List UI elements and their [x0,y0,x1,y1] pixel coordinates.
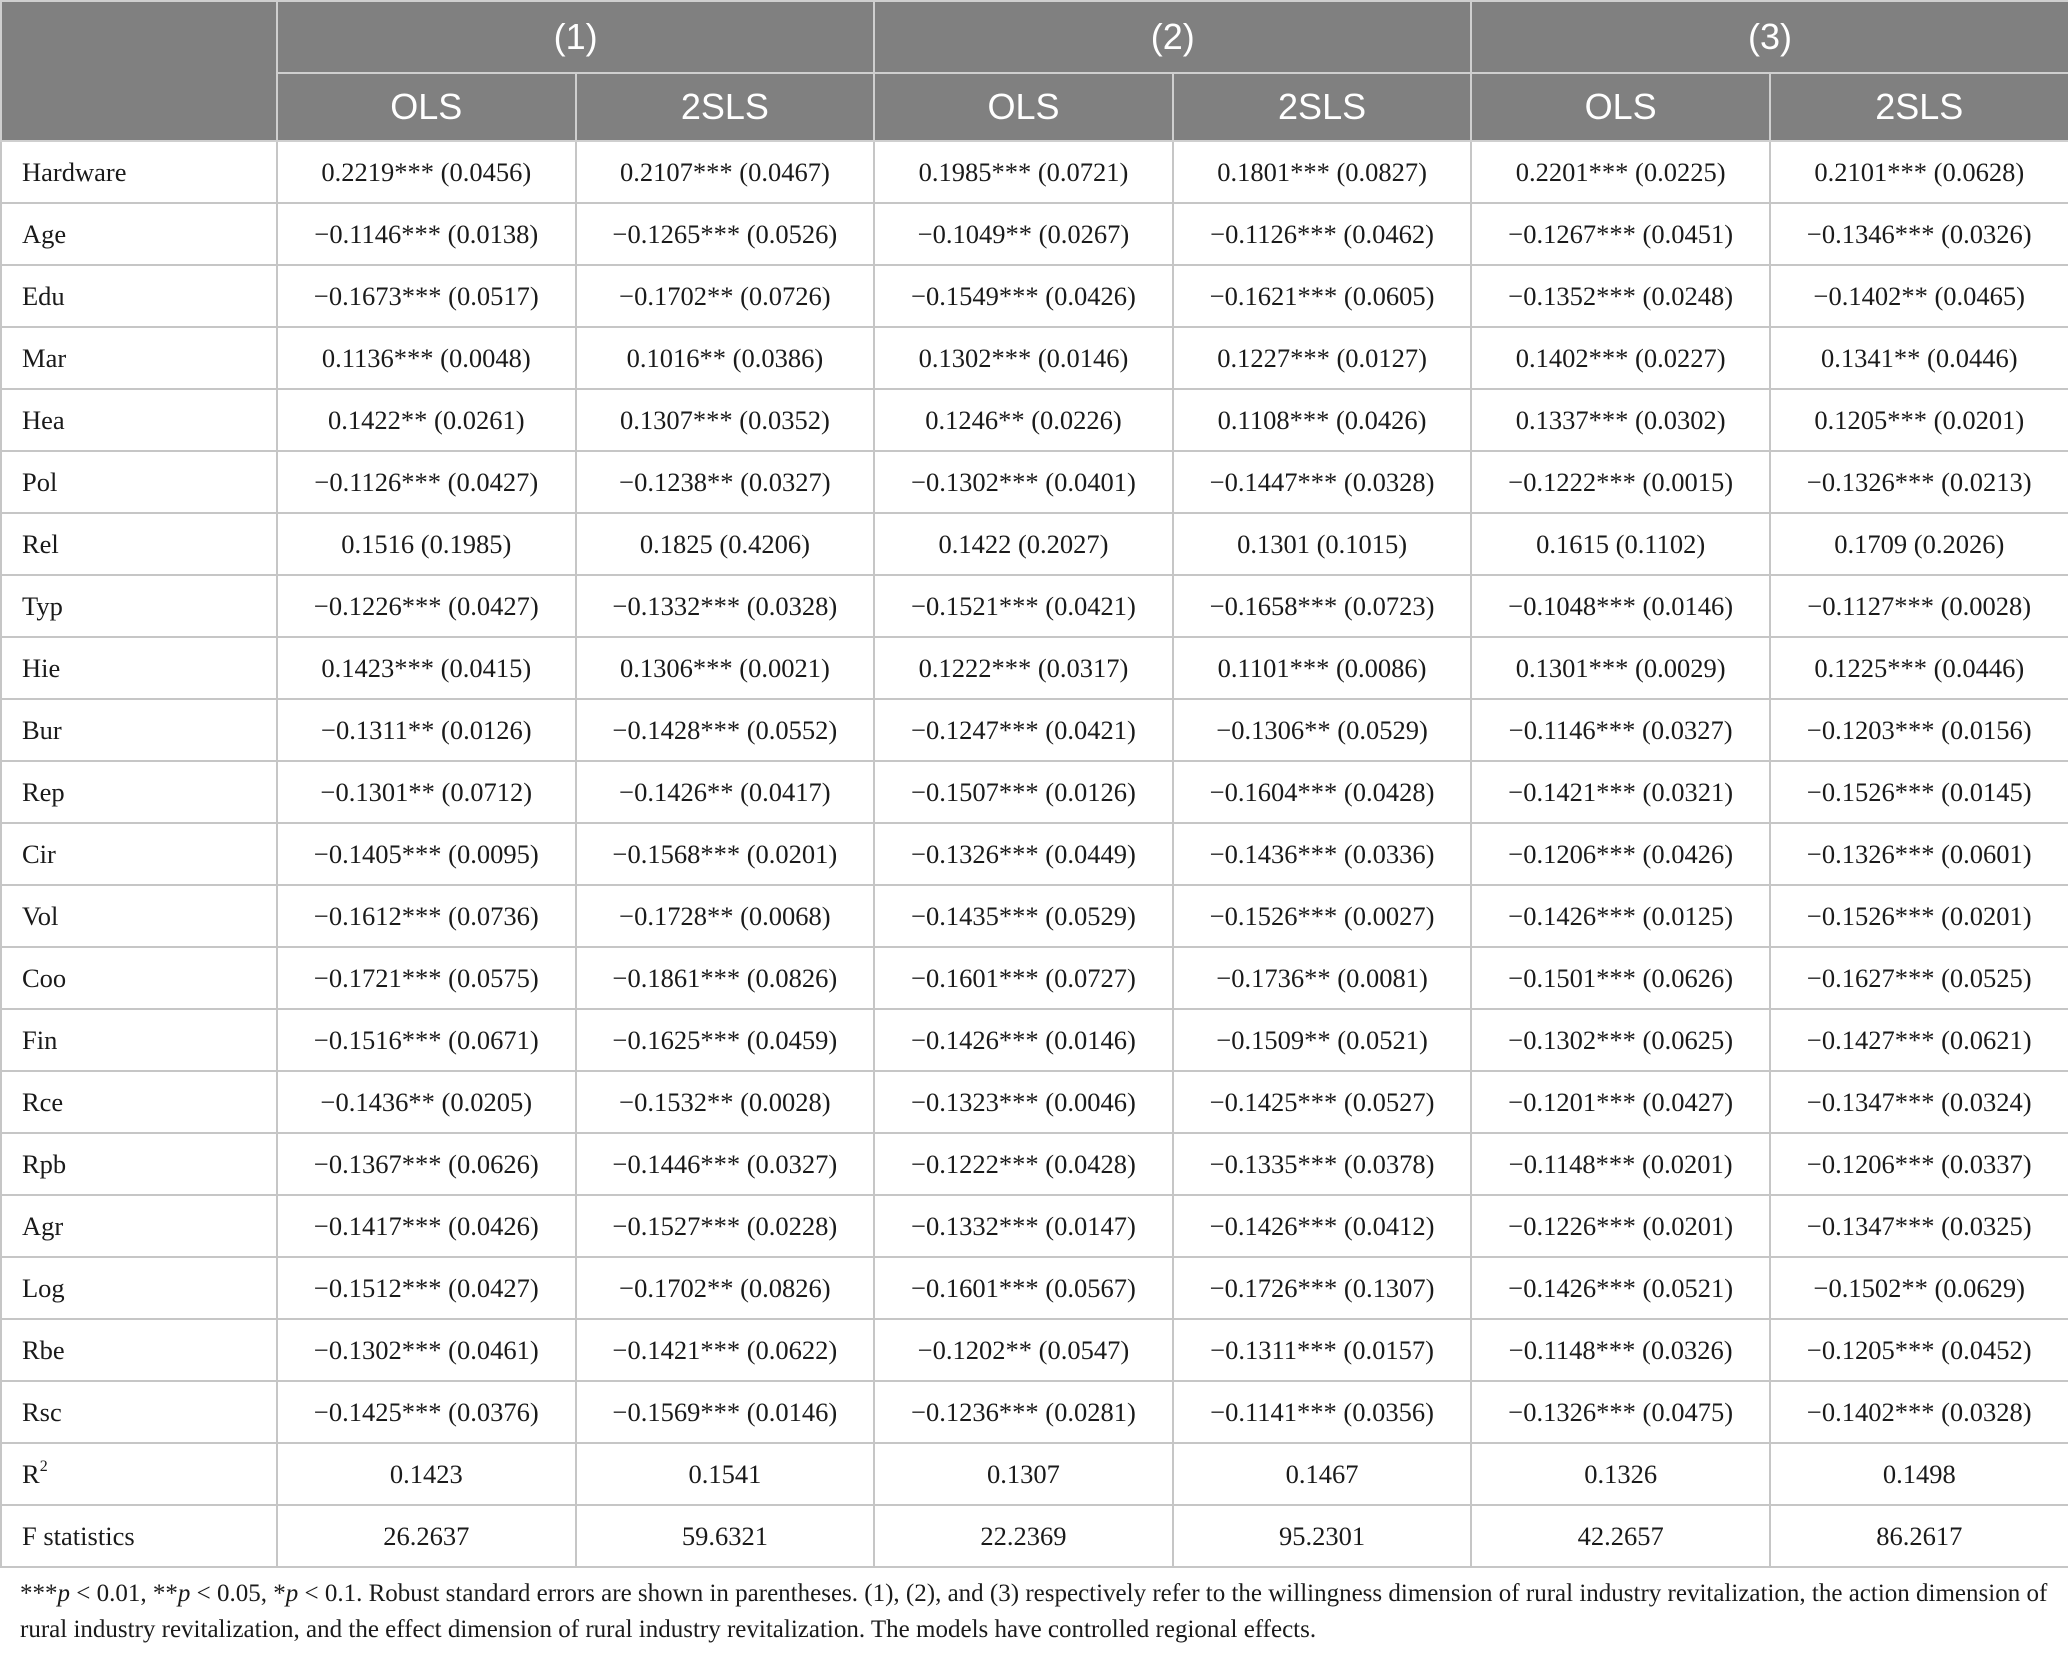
table-cell: 0.1422** (0.0261) [277,389,576,451]
row-label: Fin [1,1009,277,1071]
table-cell: −0.1601*** (0.0727) [874,947,1173,1009]
table-cell: 0.1615 (0.1102) [1471,513,1770,575]
table-row [1,1133,2068,1195]
table-row [1,1195,2068,1257]
table-cell: 0.1101*** (0.0086) [1173,637,1472,699]
table-row [1,575,2068,637]
table-cell: 0.1016** (0.0386) [576,327,875,389]
header-sub-cell: 2SLS [1173,73,1472,141]
table-cell: −0.1301** (0.0712) [277,761,576,823]
table-cell: −0.1352*** (0.0248) [1471,265,1770,327]
table-cell: −0.1526*** (0.0145) [1770,761,2068,823]
table-cell: −0.1202** (0.0547) [874,1319,1173,1381]
table-row [1,327,2068,389]
table-cell: 0.1301 (0.1015) [1173,513,1472,575]
table-cell: 59.6321 [576,1505,875,1567]
table-cell: 95.2301 [1173,1505,1472,1567]
table-cell: −0.1236*** (0.0281) [874,1381,1173,1443]
row-label: Agr [1,1195,277,1257]
table-row [1,513,2068,575]
table-row [1,389,2068,451]
table-cell: −0.1446*** (0.0327) [576,1133,875,1195]
table-cell: −0.1521*** (0.0421) [874,575,1173,637]
row-label [1,1443,277,1505]
row-label: Vol [1,885,277,947]
table-cell: 0.1307 [874,1443,1173,1505]
table-cell: −0.1507*** (0.0126) [874,761,1173,823]
table-row [1,1381,2068,1443]
table-cell: 0.1326 [1471,1443,1770,1505]
table-row [1,637,2068,699]
table-cell: −0.1265*** (0.0526) [576,203,875,265]
table-cell: 0.1423 [277,1443,576,1505]
table-cell: 0.1402*** (0.0227) [1471,327,1770,389]
table-cell: −0.1048*** (0.0146) [1471,575,1770,637]
table-cell: −0.1612*** (0.0736) [277,885,576,947]
table-cell: −0.1402** (0.0465) [1770,265,2068,327]
table-cell: −0.1306** (0.0529) [1173,699,1472,761]
table-cell: −0.1126*** (0.0462) [1173,203,1472,265]
table-cell: −0.1049** (0.0267) [874,203,1173,265]
table-cell: 0.2107*** (0.0467) [576,141,875,203]
table-cell: −0.1332*** (0.0147) [874,1195,1173,1257]
table-cell: −0.1658*** (0.0723) [1173,575,1472,637]
row-label: Pol [1,451,277,513]
table-cell: −0.1146*** (0.0138) [277,203,576,265]
table-cell: 0.1246** (0.0226) [874,389,1173,451]
table-cell: −0.1604*** (0.0428) [1173,761,1472,823]
table-cell: −0.1206*** (0.0426) [1471,823,1770,885]
header-sub-cell: 2SLS [1770,73,2068,141]
table-cell: −0.1426*** (0.0412) [1173,1195,1472,1257]
table-cell: 0.1307*** (0.0352) [576,389,875,451]
table-cell: −0.1435*** (0.0529) [874,885,1173,947]
table-cell: 0.1341** (0.0446) [1770,327,2068,389]
table-cell: −0.1532** (0.0028) [576,1071,875,1133]
table-cell: 0.1541 [576,1443,875,1505]
row-label: Age [1,203,277,265]
footnote-part: *** [20,1580,58,1607]
table-row [1,1257,2068,1319]
table-row [1,1071,2068,1133]
table-cell: 0.1498 [1770,1443,2068,1505]
table-cell: 0.1422 (0.2027) [874,513,1173,575]
table-cell: −0.1226*** (0.0427) [277,575,576,637]
table-cell: 0.1205*** (0.0201) [1770,389,2068,451]
table-cell: −0.1625*** (0.0459) [576,1009,875,1071]
table-row [1,823,2068,885]
table-cell: −0.1702** (0.0726) [576,265,875,327]
table-cell: −0.1447*** (0.0328) [1173,451,1472,513]
table-cell: −0.1568*** (0.0201) [576,823,875,885]
header-sub-row [1,73,2068,141]
table-cell: −0.1346*** (0.0326) [1770,203,2068,265]
table-cell: −0.1673*** (0.0517) [277,265,576,327]
table-cell: −0.1721*** (0.0575) [277,947,576,1009]
table-cell: −0.1332*** (0.0328) [576,575,875,637]
f-statistics-row [1,1505,2068,1567]
table-cell: 0.1108*** (0.0426) [1173,389,1472,451]
table-cell: −0.1569*** (0.0146) [576,1381,875,1443]
table-row [1,761,2068,823]
header-group-3: (3) [1471,1,2068,73]
r2-superscript: 2 [39,1457,48,1475]
table-cell: 0.1301*** (0.0029) [1471,637,1770,699]
table-cell: −0.1426*** (0.0521) [1471,1257,1770,1319]
table-cell: −0.1501*** (0.0626) [1471,947,1770,1009]
header-group-row [1,1,2068,73]
table-cell: 22.2369 [874,1505,1173,1567]
table-cell: 0.1136*** (0.0048) [277,327,576,389]
table-cell: −0.1512*** (0.0427) [277,1257,576,1319]
table-cell: −0.1436*** (0.0336) [1173,823,1472,885]
row-label: Rel [1,513,277,575]
header-corner-cell [1,1,277,141]
table-row [1,947,2068,1009]
table-cell: −0.1347*** (0.0325) [1770,1195,2068,1257]
table-cell: −0.1126*** (0.0427) [277,451,576,513]
footnote-italic-p: p [285,1580,299,1607]
table-cell: 0.2101*** (0.0628) [1770,141,2068,203]
table-cell: 0.1985*** (0.0721) [874,141,1173,203]
table-row [1,265,2068,327]
table-body [1,141,2068,1567]
table-cell: −0.1426*** (0.0125) [1471,885,1770,947]
table-cell: −0.1326*** (0.0449) [874,823,1173,885]
table-cell: −0.1127*** (0.0028) [1770,575,2068,637]
table-cell: −0.1222*** (0.0015) [1471,451,1770,513]
table-cell: −0.1516*** (0.0671) [277,1009,576,1071]
table-cell: 0.1467 [1173,1443,1472,1505]
table-cell: 0.1825 (0.4206) [576,513,875,575]
table-cell: −0.1509** (0.0521) [1173,1009,1472,1071]
table-cell: −0.1148*** (0.0326) [1471,1319,1770,1381]
table-cell: −0.1421*** (0.0321) [1471,761,1770,823]
table-cell: 0.1302*** (0.0146) [874,327,1173,389]
table-cell: −0.1426** (0.0417) [576,761,875,823]
table-header [1,1,2068,141]
table-row [1,451,2068,513]
footnote-part: < 0.1. Robust standard errors are shown in parentheses. (1), (2), and (3) respectively refer to the willingness dimension of rural industry revitalization, the action dimension of rural industry revitalization, and the effect dimension of rural industry revitalization. The models have controlled regional effects. [20,1580,2048,1643]
table-cell: −0.1728** (0.0068) [576,885,875,947]
row-label: Hardware [1,141,277,203]
header-sub-cell: OLS [874,73,1173,141]
table-row [1,1319,2068,1381]
table-cell: −0.1861*** (0.0826) [576,947,875,1009]
row-label: Cir [1,823,277,885]
table-cell: −0.1502** (0.0629) [1770,1257,2068,1319]
table-cell: −0.1226*** (0.0201) [1471,1195,1770,1257]
table-cell: 0.1227*** (0.0127) [1173,327,1472,389]
footnote-part: < 0.01, ** [70,1580,178,1607]
table-row [1,141,2068,203]
table-cell: 42.2657 [1471,1505,1770,1567]
table-cell: −0.1148*** (0.0201) [1471,1133,1770,1195]
table-cell: −0.1201*** (0.0427) [1471,1071,1770,1133]
table-cell: −0.1405*** (0.0095) [277,823,576,885]
row-label: Rbe [1,1319,277,1381]
table-cell: −0.1146*** (0.0327) [1471,699,1770,761]
table-cell: −0.1726*** (0.1307) [1173,1257,1472,1319]
table-cell: −0.1222*** (0.0428) [874,1133,1173,1195]
row-label: Edu [1,265,277,327]
table-cell: −0.1326*** (0.0601) [1770,823,2068,885]
table-cell: 0.1423*** (0.0415) [277,637,576,699]
table-cell: −0.1425*** (0.0527) [1173,1071,1472,1133]
table-row [1,885,2068,947]
table-cell: 0.1516 (0.1985) [277,513,576,575]
table-cell: −0.1402*** (0.0328) [1770,1381,2068,1443]
footnote-italic-p: p [177,1580,191,1607]
footnote-italic-p: p [57,1580,70,1607]
table-cell: −0.1702** (0.0826) [576,1257,875,1319]
table-cell: −0.1141*** (0.0356) [1173,1381,1472,1443]
table-cell: −0.1417*** (0.0426) [277,1195,576,1257]
table-cell: 0.2219*** (0.0456) [277,141,576,203]
header-sub-cell: 2SLS [576,73,875,141]
table-cell: −0.1367*** (0.0626) [277,1133,576,1195]
table-cell: −0.1421*** (0.0622) [576,1319,875,1381]
table-row [1,203,2068,265]
row-label: Rsc [1,1381,277,1443]
table-cell: 0.1306*** (0.0021) [576,637,875,699]
row-label: Coo [1,947,277,1009]
table-cell: −0.1426*** (0.0146) [874,1009,1173,1071]
header-sub-cell: OLS [277,73,576,141]
table-cell: −0.1627*** (0.0525) [1770,947,2068,1009]
table-row [1,1009,2068,1071]
table-cell: 0.1709 (0.2026) [1770,513,2068,575]
table-cell: −0.1335*** (0.0378) [1173,1133,1472,1195]
table-cell: −0.1302*** (0.0461) [277,1319,576,1381]
row-label: Rce [1,1071,277,1133]
table-cell: −0.1526*** (0.0201) [1770,885,2068,947]
row-label: Log [1,1257,277,1319]
table-cell: −0.1736** (0.0081) [1173,947,1472,1009]
header-group-2: (2) [874,1,1471,73]
table-cell: 26.2637 [277,1505,576,1567]
table-cell: −0.1549*** (0.0426) [874,265,1173,327]
table-cell: −0.1326*** (0.0475) [1471,1381,1770,1443]
table-cell: −0.1436** (0.0205) [277,1071,576,1133]
row-label: Rep [1,761,277,823]
table-cell: −0.1311** (0.0126) [277,699,576,761]
row-label: Hea [1,389,277,451]
table-cell: −0.1527*** (0.0228) [576,1195,875,1257]
table-cell: 0.1337*** (0.0302) [1471,389,1770,451]
footnote-part: < 0.05, * [190,1580,286,1607]
table-cell: 0.1222*** (0.0317) [874,637,1173,699]
table-cell: 0.1801*** (0.0827) [1173,141,1472,203]
row-label: Hie [1,637,277,699]
table-cell: −0.1238** (0.0327) [576,451,875,513]
table-cell: −0.1601*** (0.0567) [874,1257,1173,1319]
row-label: Typ [1,575,277,637]
r2-label: R [22,1458,40,1489]
r2-row [1,1443,2068,1505]
header-group-1: (1) [277,1,874,73]
row-label: Mar [1,327,277,389]
table-cell: −0.1326*** (0.0213) [1770,451,2068,513]
table-cell: −0.1425*** (0.0376) [277,1381,576,1443]
table-cell: −0.1205*** (0.0452) [1770,1319,2068,1381]
row-label: Bur [1,699,277,761]
table-cell: −0.1427*** (0.0621) [1770,1009,2068,1071]
table-cell: −0.1203*** (0.0156) [1770,699,2068,761]
table-cell: 86.2617 [1770,1505,2068,1567]
table-cell: −0.1247*** (0.0421) [874,699,1173,761]
table-cell: −0.1323*** (0.0046) [874,1071,1173,1133]
row-label: F statistics [1,1505,277,1567]
table-cell: −0.1302*** (0.0625) [1471,1009,1770,1071]
table-cell: −0.1302*** (0.0401) [874,451,1173,513]
row-label: Rpb [1,1133,277,1195]
table-cell: −0.1267*** (0.0451) [1471,203,1770,265]
table-cell: −0.1428*** (0.0552) [576,699,875,761]
table-cell: −0.1621*** (0.0605) [1173,265,1472,327]
table-footnote [20,1576,2050,1648]
table-cell: −0.1311*** (0.0157) [1173,1319,1472,1381]
header-sub-cell: OLS [1471,73,1770,141]
table-cell: 0.2201*** (0.0225) [1471,141,1770,203]
table-cell: 0.1225*** (0.0446) [1770,637,2068,699]
table-cell: −0.1206*** (0.0337) [1770,1133,2068,1195]
table-row [1,699,2068,761]
table-cell: −0.1347*** (0.0324) [1770,1071,2068,1133]
table-cell: −0.1526*** (0.0027) [1173,885,1472,947]
